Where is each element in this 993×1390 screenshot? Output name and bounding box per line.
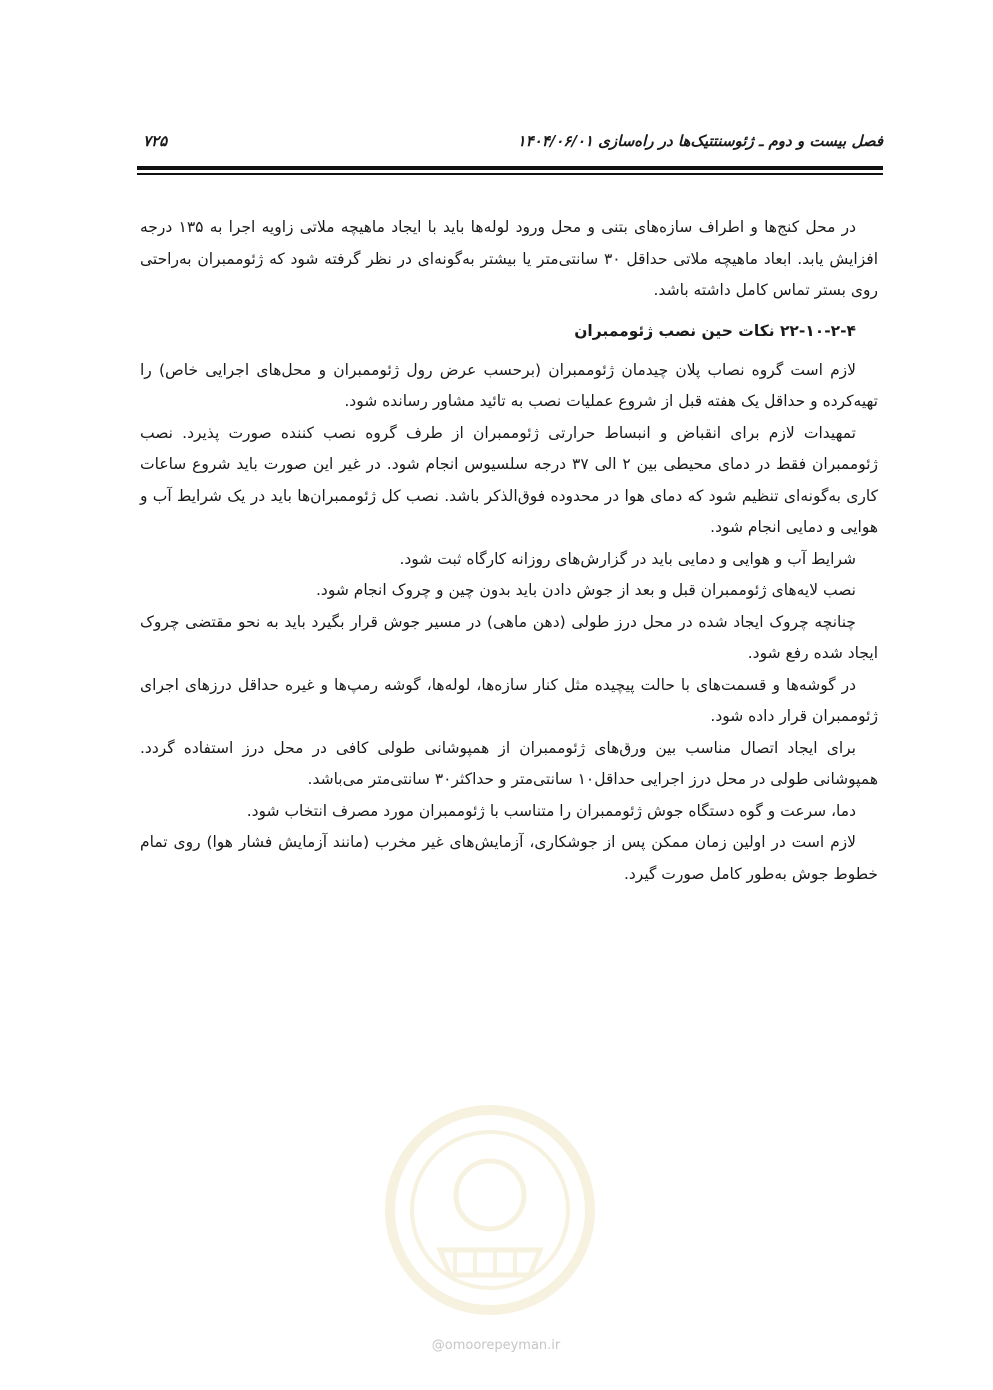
watermark-logo-icon [380, 1100, 600, 1320]
paragraph: برای ایجاد اتصال مناسب بین ورق‌های ژئوممبران از همپوشانی طولی کافی در محل درز استفاده گردد. همپوشانی طولی در محل درز اجرایی حداقل۱۰ سانتی‌متر و حداکثر۳۰ سانتی‌متر می‌باشد. [140, 738, 878, 788]
paragraph: در محل کنج‌ها و اطراف سازه‌های بتنی و محل ورود لوله‌ها باید با ایجاد ماهیچه ملاتی زاویه اجرا به ۱۳۵ درجه افزایش یابد. ابعاد ماهیچه ملاتی حداقل ۳۰ سانتی‌متر یا بیشتر به‌گونه‌ای در نظر گرفته شود که ژئوممبران به‌راحتی روی بستر تماس کامل داشته باشد. [140, 218, 878, 299]
paragraph: شرایط آب و هوایی و دمایی باید در گزارش‌های روزانه کارگاه ثبت شود. [399, 549, 856, 568]
header-rule-thick [137, 166, 883, 170]
paragraph: لازم است گروه نصاب پلان چیدمان ژئوممبران (برحسب عرض رول ژئوممبران و محل‌های اجرایی خاص) را تهیه‌کرده و حداقل یک هفته قبل از شروع عملیات نصب به تائید مشاور رسانده شود. [140, 360, 878, 410]
paragraph: نصب لایه‌های ژئوممبران قبل و بعد از جوش دادن باید بدون چین و چروک انجام شود. [315, 581, 856, 599]
page-number: ۷۲۵ [143, 132, 168, 150]
chapter-title: فصل بیست و دوم ـ ژئوسنتتیک‌ها در راه‌سازی ۱۴۰۴/۰۶/۰۱ [517, 132, 883, 150]
paragraph: در گوشه‌ها و قسمت‌های با حالت پیچیده مثل کنار سازه‌ها، لوله‌ها، گوشه رمپ‌ها و غیره حداقل درزهای اجرای ژئوممبران قرار داده شود. [140, 675, 878, 725]
section-heading: ۲۲-۱۰-۲-۴ نکات حین نصب ژئوممبران [574, 321, 856, 340]
document-body [140, 212, 878, 890]
header-rule-thin [137, 173, 883, 175]
paragraph: چنانچه چروک ایجاد شده در محل درز طولی (دهن ماهی) در مسیر جوش قرار بگیرد باید به نحو مقتضی چروک ایجاد شده رفع شود. [140, 612, 878, 662]
paragraph: لازم است در اولین زمان ممکن پس از جوشکاری، آزمایش‌های غیر مخرب (مانند آزمایش فشار هوا) روی تمام خطوط جوش به‌طور کامل صورت گیرد. [140, 833, 878, 883]
paragraph: تمهیدات لازم برای انقباض و انبساط حرارتی ژئوممبران از طرف گروه نصب کننده صورت پذیرد. نصب ژئوممبران فقط در دمای محیطی بین ۲ الی ۳۷ درجه سلسیوس انجام شود. در غیر این صورت باید شروع ساعات کاری به‌گونه‌ای تنظیم شود که دمای هوا در محدوده فوق‌الذکر باشد. نصب کل ژئوممبران‌ها باید در یک شرایط آب و هوایی و دمایی انجام شود. [140, 423, 878, 536]
watermark-text: @omoorepeyman.ir [431, 1338, 561, 1353]
paragraph: دما، سرعت و گوه دستگاه جوش ژئوممبران را متناسب با ژئوممبران مورد مصرف انتخاب شود. [246, 801, 856, 820]
page-header [137, 124, 883, 160]
